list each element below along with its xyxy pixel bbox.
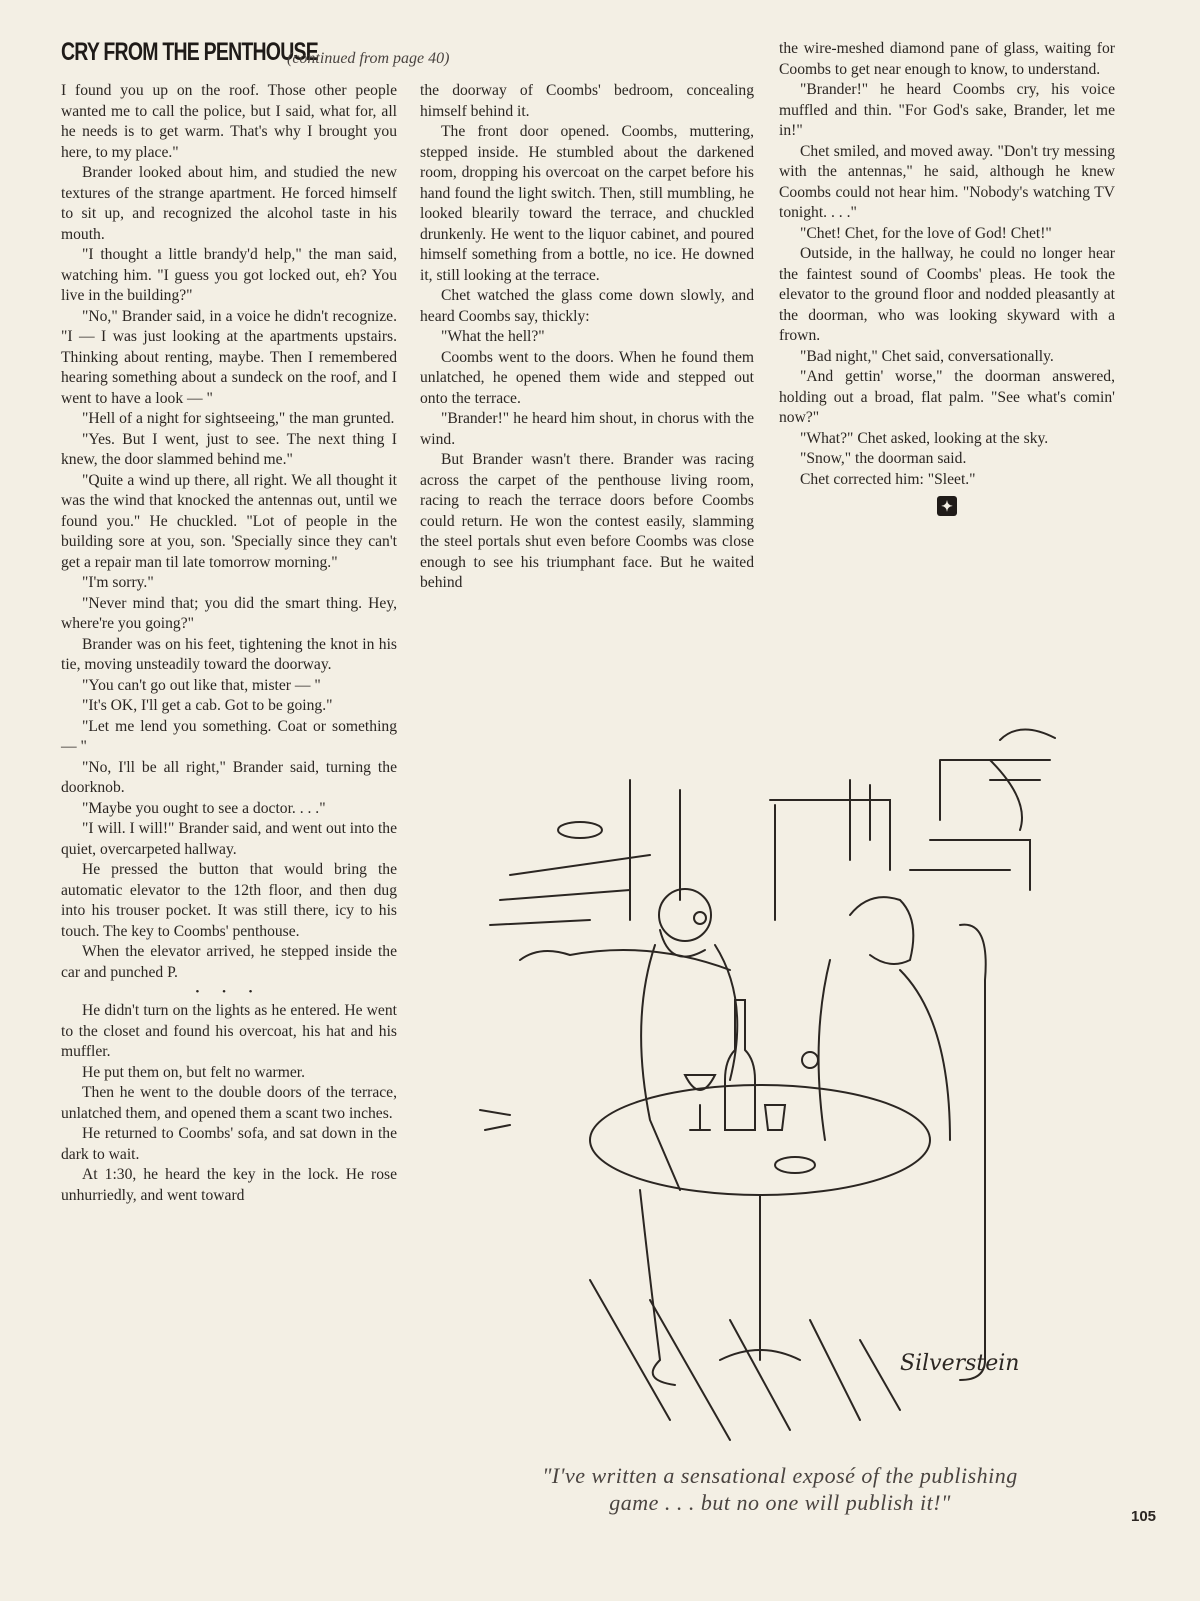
paragraph: "Bad night," Chet said, conversationally. <box>800 347 1054 365</box>
paragraph: "I will. I will!" Brander said, and went out into the quiet, overcarpeted hallway. <box>61 820 398 858</box>
paragraph: "Yes. But I went, just to see. The next thing I knew, the door slammed behind me." <box>61 430 397 468</box>
paragraph: But Brander wasn't there. Brander was racing across the carpet of the penthouse living room, racing to reach the terrace doors before Coombs could return. He won the contest easily, slamming the steel portals shut even before Coombs was close enough to see his triumphant face. But he waited behind <box>420 451 754 591</box>
paragraph: Outside, in the hallway, he could no longer hear the faintest sound of Coombs' pleas. He took the elevator to the ground floor and nodded pleasantly at the doorman, who was looking skyward with a frown. <box>779 245 1115 344</box>
paragraph: At 1:30, he heard the key in the lock. He rose unhurriedly, and went toward <box>61 1166 397 1204</box>
paragraph: "I thought a little brandy'd help," the man said, watching him. "I guess you got locked out, eh? You live in the building?" <box>61 246 397 304</box>
paragraph: "Chet! Chet, for the love of God! Chet!" <box>800 224 1052 242</box>
paragraph: Then he went to the double doors of the terrace, unlatched them, and opened them a scant two inches. <box>61 1084 397 1122</box>
page-number: 105 <box>1131 1508 1157 1525</box>
cartoon-illustration <box>430 720 1120 1460</box>
paragraph: "Never mind that; you did the smart thing. Hey, where're you going?" <box>61 594 397 632</box>
bunny-logo-icon: ✦ <box>937 496 957 516</box>
caption-line: "I've written a sensational exposé of the publishing <box>542 1463 1018 1488</box>
paragraph: the wire-meshed diamond pane of glass, waiting for Coombs to get near enough to know, to understand. <box>779 40 1115 78</box>
continued-note: (continued from page 40) <box>287 50 450 67</box>
paragraph: "It's OK, I'll get a cab. Got to be going." <box>82 697 333 714</box>
column-3 <box>779 39 1115 516</box>
paragraph: "I'm sorry." <box>82 574 154 591</box>
paragraph: Chet corrected him: "Sleet." <box>800 470 976 488</box>
paragraph: He returned to Coombs' sofa, and sat down in the dark to wait. <box>61 1125 397 1163</box>
header <box>61 38 761 78</box>
paragraph: "You can't go out like that, mister — " <box>82 676 321 694</box>
paragraph: "Brander!" he heard him shout, in chorus with the wind. <box>420 410 754 448</box>
paragraph: He pressed the button that would bring the automatic elevator to the 12th floor, and then dug into his trouser pocket. It was still there, icy to his touch. The key to Coombs' penthouse. <box>61 861 397 940</box>
paragraph: "No, I'll be all right," Brander said, turning the doorknob. <box>61 758 397 796</box>
paragraph: "Let me lend you something. Coat or something — " <box>61 717 397 755</box>
paragraph: "Quite a wind up there, all right. We all thought it was the wind that knocked the antennas out, until we found you." He chuckled. "Lot of people in the building sore at you, son. 'Specially since they can't get a repair man til late tomorrow morning." <box>61 471 397 571</box>
paragraph: Brander was on his feet, tightening the knot in his tie, moving unsteadily toward the doorway. <box>61 635 397 673</box>
section-separator: • • • <box>195 986 263 998</box>
paragraph: "Brander!" he heard Coombs cry, his voice muffled and thin. "For God's sake, Brander, let me in!" <box>779 81 1115 139</box>
caption-line: game . . . but no one will publish it!" <box>609 1490 951 1515</box>
paragraph: "What the hell?" <box>441 328 545 345</box>
paragraph: He didn't turn on the lights as he entered. He went to the closet and found his overcoat, his hat and his muffler. <box>61 1002 397 1060</box>
paragraph: "Hell of a night for sightseeing," the man grunted. <box>82 410 395 427</box>
paragraph: "What?" Chet asked, looking at the sky. <box>800 429 1049 447</box>
paragraph: The front door opened. Coombs, muttering, stepped inside. He stumbled about the darkened room, dropping his overcoat on the carpet before his hand found the light switch. Then, still mumbling, he looked blearily toward the terrace, and chuckled drunkenly. He went to the liquor cabinet, and poured himself something from a bottle, no ice. He downed it, still looking at the terrace. <box>420 123 754 284</box>
paragraph: Chet smiled, and moved away. "Don't try messing with the antennas," he said, although he knew Coombs could not hear him. "Nobody's watching TV tonight. . . ." <box>779 142 1115 221</box>
section-title: CRY FROM THE PENTHOUSE <box>61 38 318 66</box>
paragraph: "Maybe you ought to see a doctor. . . ." <box>82 799 326 817</box>
paragraph: "No," Brander said, in a voice he didn't recognize. "I — I was just looking at the apartments upstairs. Thinking about renting, maybe. Then I remembered hearing something about a sundeck on the roof, and I went to have a look — " <box>61 307 397 407</box>
paragraph: "Snow," the doorman said. <box>800 450 967 467</box>
paragraph: Brander looked about him, and studied the new textures of the strange apartment. He forced himself to sit up, and recognized the alcohol taste in his mouth. <box>61 164 397 243</box>
column-1 <box>61 81 397 1206</box>
paragraph: "And gettin' worse," the doorman answered, holding out a broad, flat palm. "See what's comin' now?" <box>779 368 1115 426</box>
cartoon-caption <box>440 1462 1120 1516</box>
paragraph: Coombs went to the doors. When he found them unlatched, he opened them wide and stepped out onto the terrace. <box>420 348 754 407</box>
paragraph: Chet watched the glass come down slowly, and heard Coombs say, thickly: <box>420 287 754 325</box>
paragraph: I found you up on the roof. Those other people wanted me to call the police, but I said, what for, all he needs is to get warm. That's why I brought you here, to my place." <box>61 82 397 161</box>
paragraph: He put them on, but felt no warmer. <box>82 1063 306 1081</box>
paragraph: When the elevator arrived, he stepped inside the car and punched P. <box>61 943 397 981</box>
paragraph: the doorway of Coombs' bedroom, concealing himself behind it. <box>420 82 754 120</box>
signature: Silverstein <box>900 1351 1020 1376</box>
column-2 <box>420 81 754 594</box>
